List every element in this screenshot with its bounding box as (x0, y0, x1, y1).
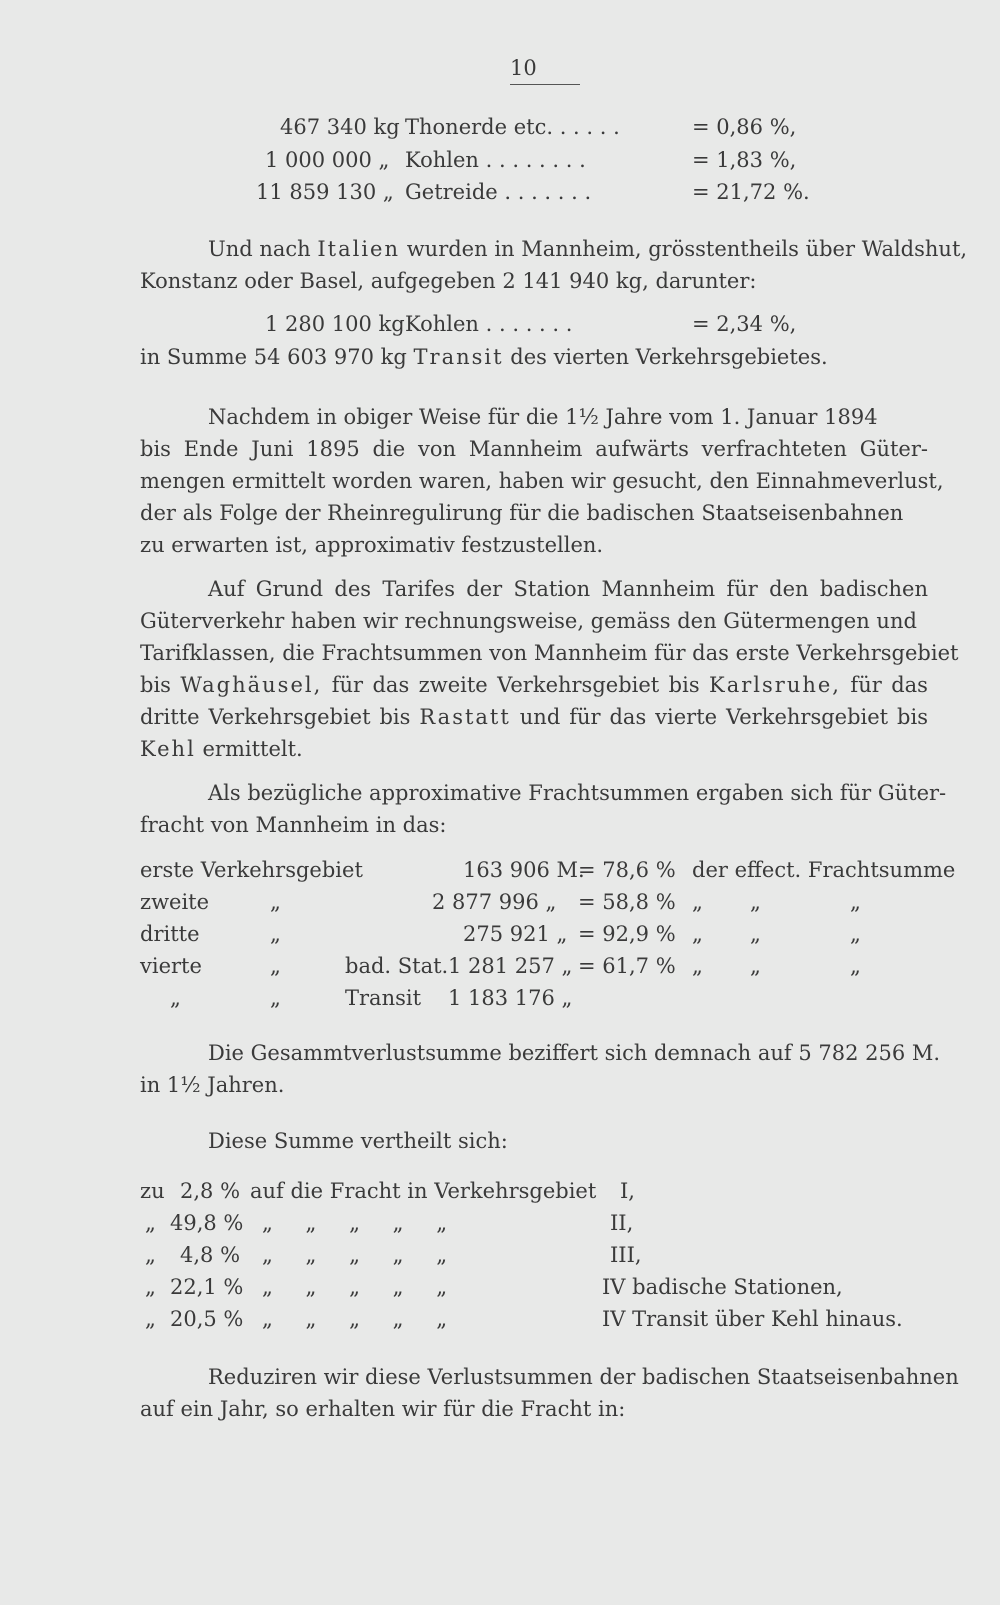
dist-area: I, (620, 1179, 635, 1203)
freight-area: vierte (140, 954, 202, 978)
paragraph-line: Diese Summe vertheilt sich: (208, 1129, 508, 1153)
goods-row-pct: = 0,86 %, (692, 115, 797, 139)
italy-sum-line (140, 342, 828, 372)
dist-prefix: zu (140, 1179, 165, 1203)
paragraph-line (140, 702, 928, 732)
text-run: bis (140, 673, 171, 697)
paragraph-line (140, 670, 928, 700)
freight-amount: 1 281 257 „ (448, 954, 573, 978)
goods-row-item: Getreide . . . . . . . (405, 180, 592, 204)
paragraph-line (140, 734, 303, 764)
paragraph-line: Güterverkehr haben wir rechnungsweise, gemäss den Gütermengen und (140, 609, 917, 633)
dist-area: IV badische Stationen, (602, 1275, 843, 1299)
spaced-text-run: Italien (317, 237, 401, 261)
spaced-text-run: Rastatt (419, 705, 511, 729)
freight-amount: 275 921 „ (463, 922, 568, 946)
text-run: wurden in Mannheim, grösstentheils über Waldshut, (406, 237, 968, 261)
freight-area: zweite (140, 890, 210, 914)
paragraph-line: Nachdem in obiger Weise für die 1½ Jahre vom 1. Januar 1894 (208, 405, 878, 429)
dist-prefix: „ (145, 1275, 156, 1299)
freight-ditto: „ (270, 954, 281, 978)
freight-area: dritte (140, 922, 200, 946)
goods-row-pct: = 1,83 %, (692, 148, 797, 172)
text-run: und für das vierte Verkehrsgebiet bis (519, 705, 928, 729)
freight-note: „ (692, 954, 703, 978)
freight-pct: = 92,9 % (578, 922, 676, 946)
dist-text: auf die Fracht in Verkehrsgebiet (250, 1179, 597, 1203)
text-run: ermittelt. (202, 737, 303, 761)
paragraph-line: auf ein Jahr, so erhalten wir für die Fracht in: (140, 1397, 626, 1421)
freight-note: „ (750, 954, 761, 978)
dist-pct: 22,1 % (170, 1275, 244, 1299)
spaced-text-run: Transit (413, 345, 504, 369)
freight-amount: 1 183 176 „ (448, 986, 573, 1010)
coal-row-pct: = 2,34 %, (692, 312, 797, 336)
italy-para-line (208, 234, 967, 264)
dist-text: „ „ „ „ „ (262, 1275, 448, 1299)
paragraph-line: mengen ermittelt worden waren, haben wir gesucht, den Einnahmeverlust, (140, 469, 944, 493)
freight-subarea: bad. Stat. (345, 954, 449, 978)
dist-prefix: „ (145, 1307, 156, 1331)
coal-row-item: Kohlen . . . . . . . (405, 312, 573, 336)
paragraph-line: in 1½ Jahren. (140, 1073, 285, 1097)
goods-row-amount: 1 000 000 „ (265, 148, 390, 172)
text-run: für das (850, 673, 928, 697)
dist-area: III, (610, 1243, 642, 1267)
goods-row-amount: 467 340 kg (280, 115, 400, 139)
spaced-text-run: Waghäusel, (180, 673, 323, 697)
text-run: für das zweite Verkehrsgebiet bis (331, 673, 700, 697)
freight-ditto: „ (270, 986, 281, 1010)
freight-note: „ (750, 922, 761, 946)
page-number: 10 (510, 56, 580, 85)
italy-para-line: Konstanz oder Basel, aufgegeben 2 141 940 kg, darunter: (140, 269, 757, 293)
dist-pct: 4,8 % (180, 1243, 241, 1267)
freight-pct: = 78,6 % (578, 858, 676, 882)
freight-note: „ (850, 954, 861, 978)
paragraph-line: Als bezügliche approximative Frachtsummen ergaben sich für Güter- (208, 781, 947, 805)
dist-pct: 49,8 % (170, 1211, 244, 1235)
freight-note: „ (692, 922, 703, 946)
dist-pct: 20,5 % (170, 1307, 244, 1331)
dist-area: II, (610, 1211, 634, 1235)
paragraph-line: Tarifklassen, die Frachtsummen von Mannheim für das erste Verkehrsgebiet (140, 641, 959, 665)
dist-area: IV Transit über Kehl hinaus. (602, 1307, 903, 1331)
goods-row-item: Kohlen . . . . . . . . (405, 148, 586, 172)
freight-note: „ (692, 890, 703, 914)
text-run: in Summe 54 603 970 kg (140, 345, 407, 369)
freight-amount: 163 906 M. (463, 858, 585, 882)
freight-ditto: „ (270, 922, 281, 946)
freight-amount: 2 877 996 „ (432, 890, 557, 914)
coal-row-amount: 1 280 100 kg (265, 312, 405, 336)
dist-text: „ „ „ „ „ (262, 1243, 448, 1267)
spaced-text-run: Kehl (140, 737, 196, 761)
freight-pct: = 58,8 % (578, 890, 676, 914)
goods-row-amount: 11 859 130 „ (256, 180, 394, 204)
text-run: des vierten Verkehrsgebietes. (510, 345, 828, 369)
freight-note: „ (850, 890, 861, 914)
goods-row-pct: = 21,72 %. (692, 180, 810, 204)
freight-pct: = 61,7 % (578, 954, 676, 978)
freight-area: erste Verkehrsgebiet (140, 858, 363, 882)
dist-text: „ „ „ „ „ (262, 1307, 448, 1331)
paragraph-line: der als Folge der Rheinregulirung für die badischen Staatseisenbahnen (140, 501, 904, 525)
paragraph-line: zu erwarten ist, approximativ festzustellen. (140, 533, 604, 557)
text-run: Und nach (208, 237, 311, 261)
dist-pct: 2,8 % (180, 1179, 241, 1203)
text-run: dritte Verkehrsgebiet bis (140, 705, 411, 729)
paragraph-line: bis Ende Juni 1895 die von Mannheim aufwärts verfrachteten Güter- (140, 437, 928, 461)
goods-row-item: Thonerde etc. . . . . . (405, 115, 620, 139)
dist-text: „ „ „ „ „ (262, 1211, 448, 1235)
freight-subarea: Transit (345, 986, 422, 1010)
freight-ditto: „ (270, 890, 281, 914)
freight-note: „ (850, 922, 861, 946)
spaced-text-run: Karlsruhe, (709, 673, 841, 697)
paragraph-line: Reduziren wir diese Verlustsummen der badischen Staatseisenbahnen (208, 1365, 959, 1389)
paragraph-line: fracht von Mannheim in das: (140, 813, 447, 837)
freight-note: der effect. Frachtsumme (692, 858, 956, 882)
freight-area: „ (170, 986, 181, 1010)
dist-prefix: „ (145, 1243, 156, 1267)
freight-note: „ (750, 890, 761, 914)
paragraph-line: Die Gesammtverlustsumme beziffert sich demnach auf 5 782 256 M. (208, 1041, 941, 1065)
paragraph-line: Auf Grund des Tarifes der Station Mannheim für den badischen (208, 577, 928, 601)
dist-prefix: „ (145, 1211, 156, 1235)
